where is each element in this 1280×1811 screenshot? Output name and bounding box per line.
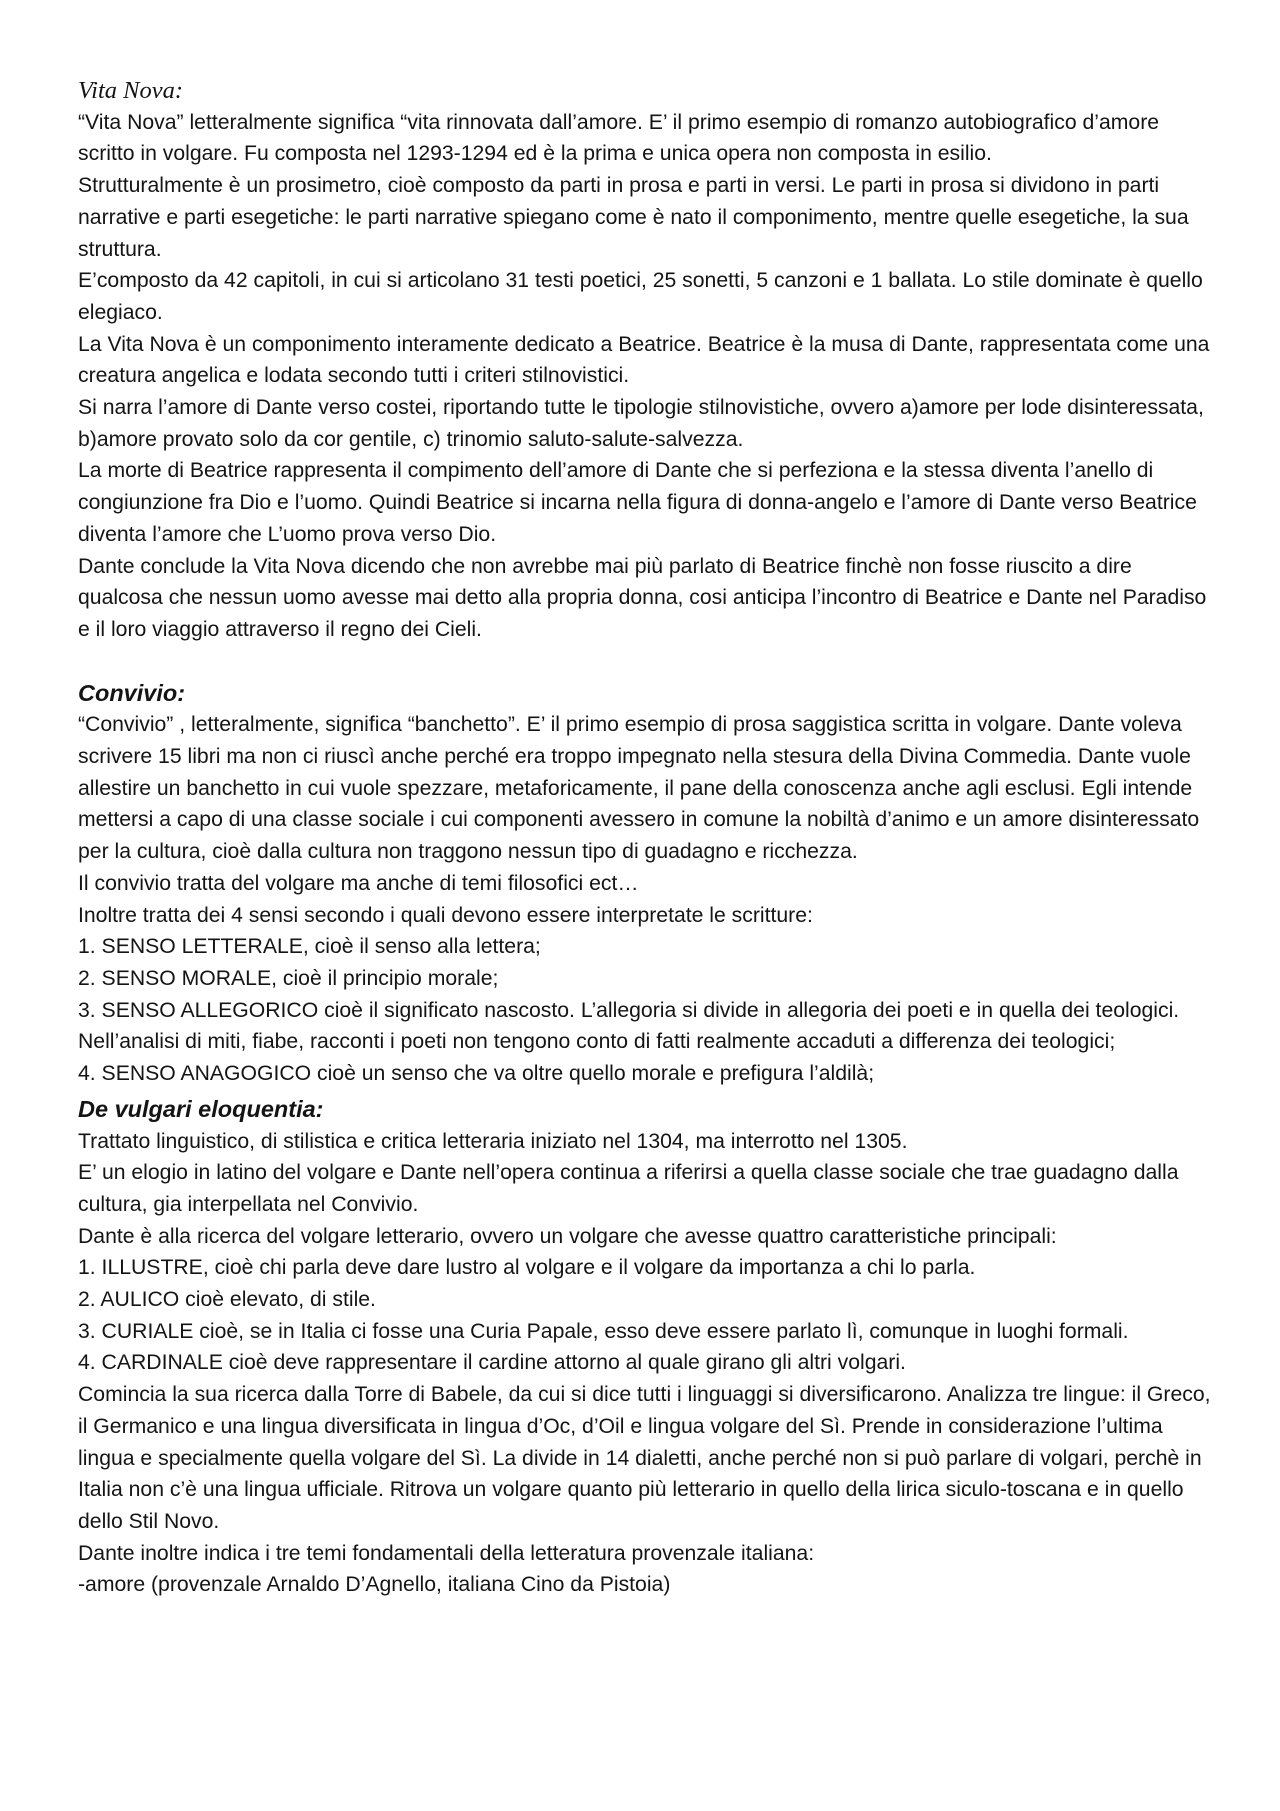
document-page bbox=[78, 75, 1218, 1601]
section-vita-nova bbox=[78, 75, 1218, 646]
paragraph: Trattato linguistico, di stilistica e critica letteraria iniziato nel 1304, ma interrotto nel 1305. bbox=[78, 1129, 908, 1153]
list-item: 3. CURIALE cioè, se in Italia ci fosse una Curia Papale, esso deve essere parlato lì, comunque in luoghi formali. bbox=[78, 1319, 1129, 1343]
list-item: 3. SENSO ALLEGORICO cioè il significato nascosto. L’allegoria si divide in allegoria dei poeti e in quella dei teologici. Nell’analisi di miti, fiabe, racconti i poeti non tengono conto di fatti realmente accaduti a differenza dei teologici; bbox=[78, 998, 1180, 1054]
paragraph: Strutturalmente è un prosimetro, cioè composto da parti in prosa e parti in versi. Le parti in prosa si dividono in parti narrative e parti esegetiche: le parti narrative spiegano come è nato il componimento, mentre quelle esegetiche, la sua struttura. bbox=[78, 174, 1189, 261]
spacer bbox=[78, 646, 1218, 678]
list-item: 1. ILLUSTRE, cioè chi parla deve dare lustro al volgare e il volgare da importanza a chi lo parla. bbox=[78, 1256, 976, 1280]
paragraph: Il convivio tratta del volgare ma anche di temi filosofici ect… bbox=[78, 871, 639, 895]
list-item: 1. SENSO LETTERALE, cioè il senso alla lettera; bbox=[78, 935, 541, 959]
list-item: 4. CARDINALE cioè deve rappresentare il cardine attorno al quale girano gli altri volgari. bbox=[78, 1351, 906, 1375]
paragraph: La Vita Nova è un componimento interamente dedicato a Beatrice. Beatrice è la musa di Dante, rappresentata come una creatura angelica e lodata secondo tutti i criteri stilnovistici. bbox=[78, 332, 1210, 388]
paragraph: La morte di Beatrice rappresenta il compimento dell’amore di Dante che si perfeziona e la stessa diventa l’anello di congiunzione fra Dio e l’uomo. Quindi Beatrice si incarna nella figura di donna-angelo e l’amore di Dante verso Beatrice diventa l’amore che L’uomo prova verso Dio. bbox=[78, 459, 1197, 546]
paragraph: “Convivio” , letteralmente, significa “banchetto”. E’ il primo esempio di prosa saggistica scritta in volgare. Dante voleva scrivere 15 libri ma non ci riuscì anche perché era troppo impegnato nella stesura della Divina Commedia. Dante vuole allestire un banchetto in cui vuole spezzare, metaforicamente, il pane della conoscenza anche agli esclusi. Egli intende mettersi a capo di una classe sociale i cui componenti avessero in comune la nobiltà d’animo e un amore disinteressato per la cultura, cioè dalla cultura non traggono nessun tipo di guadagno e ricchezza. bbox=[78, 713, 1200, 864]
paragraph: E’composto da 42 capitoli, in cui si articolano 31 testi poetici, 25 sonetti, 5 canzoni e 1 ballata. Lo stile dominate è quello elegiaco. bbox=[78, 269, 1203, 324]
section-title: De vulgari eloquentia: bbox=[78, 1095, 324, 1122]
paragraph: Inoltre tratta dei 4 sensi secondo i quali devono essere interpretate le scritture: bbox=[78, 903, 813, 927]
list-item: -amore (provenzale Arnaldo D’Agnello, italiana Cino da Pistoia) bbox=[78, 1573, 671, 1597]
list-item: 2. AULICO cioè elevato, di stile. bbox=[78, 1288, 376, 1312]
paragraph: Dante è alla ricerca del volgare letterario, ovvero un volgare che avesse quattro caratteristiche principali: bbox=[78, 1224, 1057, 1248]
paragraph: Dante conclude la Vita Nova dicendo che non avrebbe mai più parlato di Beatrice finchè non fosse riuscito a dire qualcosa che nessun uomo avesse mai detto alla propria donna, cosi anticipa l’incontro di Beatrice e Dante nel Paradiso e il loro viaggio attraverso il regno dei Cieli. bbox=[78, 554, 1207, 641]
paragraph: Comincia la sua ricerca dalla Torre di Babele, da cui si dice tutti i linguaggi si diversificarono. Analizza tre lingue: il Greco, il Germanico e una lingua diversificata in lingua d’Oc, d’Oil e lingua volgare del Sì. Prende in considerazione l’ultima lingua e specialmente quella volgare del Sì. La divide in 14 dialetti, anche perché non si può parlare di volgari, perchè in Italia non c’è una lingua ufficiale. Ritrova un volgare quanto più letterario in quello della lirica siculo-toscana e in quello dello Stil Novo. bbox=[78, 1383, 1211, 1533]
section-title: Vita Nova: bbox=[78, 77, 184, 104]
section-de-vulgari-eloquentia bbox=[78, 1094, 1218, 1601]
section-convivio bbox=[78, 678, 1218, 1090]
list-item: 4. SENSO ANAGOGICO cioè un senso che va oltre quello morale e prefigura l’aldilà; bbox=[78, 1062, 875, 1086]
paragraph: “Vita Nova” letteralmente significa “vita rinnovata dall’amore. E’ il primo esempio di romanzo autobiografico d’amore scritto in volgare. Fu composta nel 1293-1294 ed è la prima e unica opera non composta in esilio. bbox=[78, 110, 1160, 166]
section-title: Convivio: bbox=[78, 679, 186, 706]
paragraph: Dante inoltre indica i tre temi fondamentali della letteratura provenzale italiana: bbox=[78, 1541, 815, 1565]
paragraph: E’ un elogio in latino del volgare e Dante nell’opera continua a riferirsi a quella classe sociale che trae guadagno dalla cultura, gia interpellata nel Convivio. bbox=[78, 1161, 1179, 1216]
paragraph: Si narra l’amore di Dante verso costei, riportando tutte le tipologie stilnovistiche, ovvero a)amore per lode disinteressata, b)amore provato solo da cor gentile, c) trinomio saluto-salute-salvezza. bbox=[78, 396, 1204, 451]
list-item: 2. SENSO MORALE, cioè il principio morale; bbox=[78, 966, 499, 990]
